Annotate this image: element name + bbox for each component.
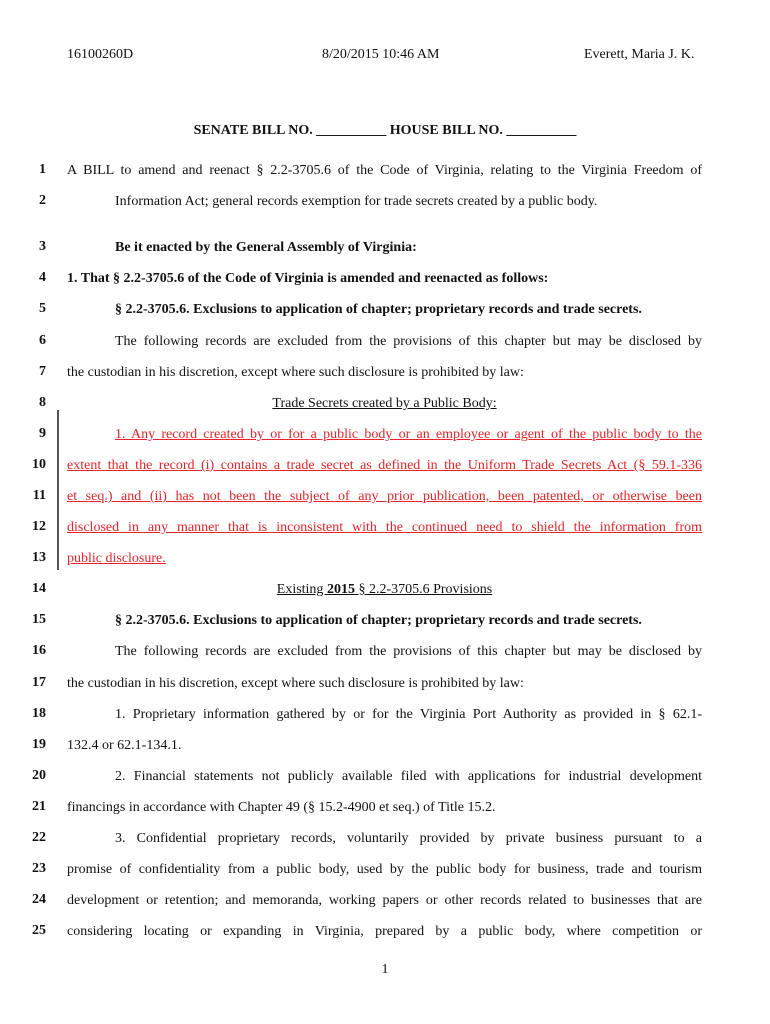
change-bar <box>57 410 59 570</box>
bill-text-line: A BILL to amend and reenact § 2.2-3705.6 of the Code of Virginia, relating to the Virginia Freedom of <box>67 163 702 178</box>
line-number: 13 <box>32 550 46 565</box>
bill-text-line: The following records are excluded from the provisions of this chapter but may be disclosed by <box>115 644 702 659</box>
document-datetime: 8/20/2015 10:46 AM <box>322 47 440 62</box>
bill-title: SENATE BILL NO. __________ HOUSE BILL NO. __________ <box>193 123 577 138</box>
bill-text-line: 2. Financial statements not publicly available filed with applications for industrial development <box>115 769 702 784</box>
bill-text-line: the custodian in his discretion, except where such disclosure is prohibited by law: <box>67 365 524 380</box>
line-number: 4 <box>39 270 46 285</box>
line-number: 17 <box>32 675 46 690</box>
inserted-text-line: extent that the record (i) contains a trade secret as defined in the Uniform Trade Secrets Act (§ 59.1-336 <box>67 458 702 473</box>
line-number: 12 <box>32 519 46 534</box>
line-number: 22 <box>32 830 46 845</box>
subsection-heading <box>67 581 702 599</box>
line-number: 21 <box>32 799 46 814</box>
line-number: 18 <box>32 706 46 721</box>
enacting-clause: Be it enacted by the General Assembly of Virginia: <box>115 240 417 255</box>
bill-text-line: financings in accordance with Chapter 49 (§ 15.2-4900 et seq.) of Title 15.2. <box>67 800 496 815</box>
line-number: 10 <box>32 457 46 472</box>
line-number: 5 <box>39 301 46 316</box>
heading-year: 2015 <box>326 582 355 597</box>
bill-text-line: 3. Confidential proprietary records, voluntarily provided by private business pursuant to a <box>115 831 702 846</box>
heading-prefix: Existing <box>276 582 327 597</box>
inserted-text-line: public disclosure. <box>67 551 166 566</box>
bill-text-line: Information Act; general records exemption for trade secrets created by a public body. <box>115 194 598 209</box>
bill-text-line: development or retention; and memoranda, working papers or other records related to businesses that are <box>67 893 702 908</box>
inserted-text-line: disclosed in any manner that is inconsistent with the continued need to shield the information from <box>67 520 702 535</box>
line-number: 20 <box>32 768 46 783</box>
bill-text-line: considering locating or expanding in Virginia, prepared by a public body, where competition or <box>67 924 702 939</box>
line-number: 23 <box>32 861 46 876</box>
document-author: Everett, Maria J. K. <box>584 47 695 62</box>
line-number: 9 <box>39 426 46 441</box>
line-number: 14 <box>32 581 46 596</box>
inserted-text-line: 1. Any record created by or for a public body or an employee or agent of the public body to the <box>115 427 702 442</box>
line-number: 3 <box>39 239 46 254</box>
heading-suffix: § 2.2-3705.6 Provisions <box>354 582 493 597</box>
section-heading: § 2.2-3705.6. Exclusions to application of chapter; proprietary records and trade secrets. <box>115 613 642 628</box>
line-number: 15 <box>32 612 46 627</box>
line-number: 7 <box>39 364 46 379</box>
bill-text-line: 1. Proprietary information gathered by or for the Virginia Port Authority as provided in § 62.1- <box>115 707 702 722</box>
bill-text-line: The following records are excluded from the provisions of this chapter but may be disclosed by <box>115 334 702 349</box>
bill-text-line: the custodian in his discretion, except where such disclosure is prohibited by law: <box>67 676 524 691</box>
line-number: 25 <box>32 923 46 938</box>
section-heading: § 2.2-3705.6. Exclusions to application of chapter; proprietary records and trade secrets. <box>115 302 642 317</box>
line-number: 11 <box>32 488 46 503</box>
page-number: 1 <box>381 962 389 977</box>
document-id: 16100260D <box>67 47 134 62</box>
bill-text-line: 132.4 or 62.1-134.1. <box>67 738 182 753</box>
line-number: 8 <box>39 395 46 410</box>
amendment-clause: 1. That § 2.2-3705.6 of the Code of Virginia is amended and reenacted as follows: <box>67 271 549 286</box>
line-number: 24 <box>32 892 46 907</box>
inserted-text-line: et seq.) and (ii) has not been the subject of any prior publication, been patented, or otherwise been <box>67 489 702 504</box>
line-number: 2 <box>39 193 46 208</box>
line-number: 6 <box>39 333 46 348</box>
bill-text-line: promise of confidentiality from a public body, used by the public body for business, trade and tourism <box>67 862 702 877</box>
subsection-heading: Trade Secrets created by a Public Body: <box>272 396 497 411</box>
line-number: 1 <box>39 162 46 177</box>
line-number: 19 <box>32 737 46 752</box>
line-number: 16 <box>32 643 46 658</box>
